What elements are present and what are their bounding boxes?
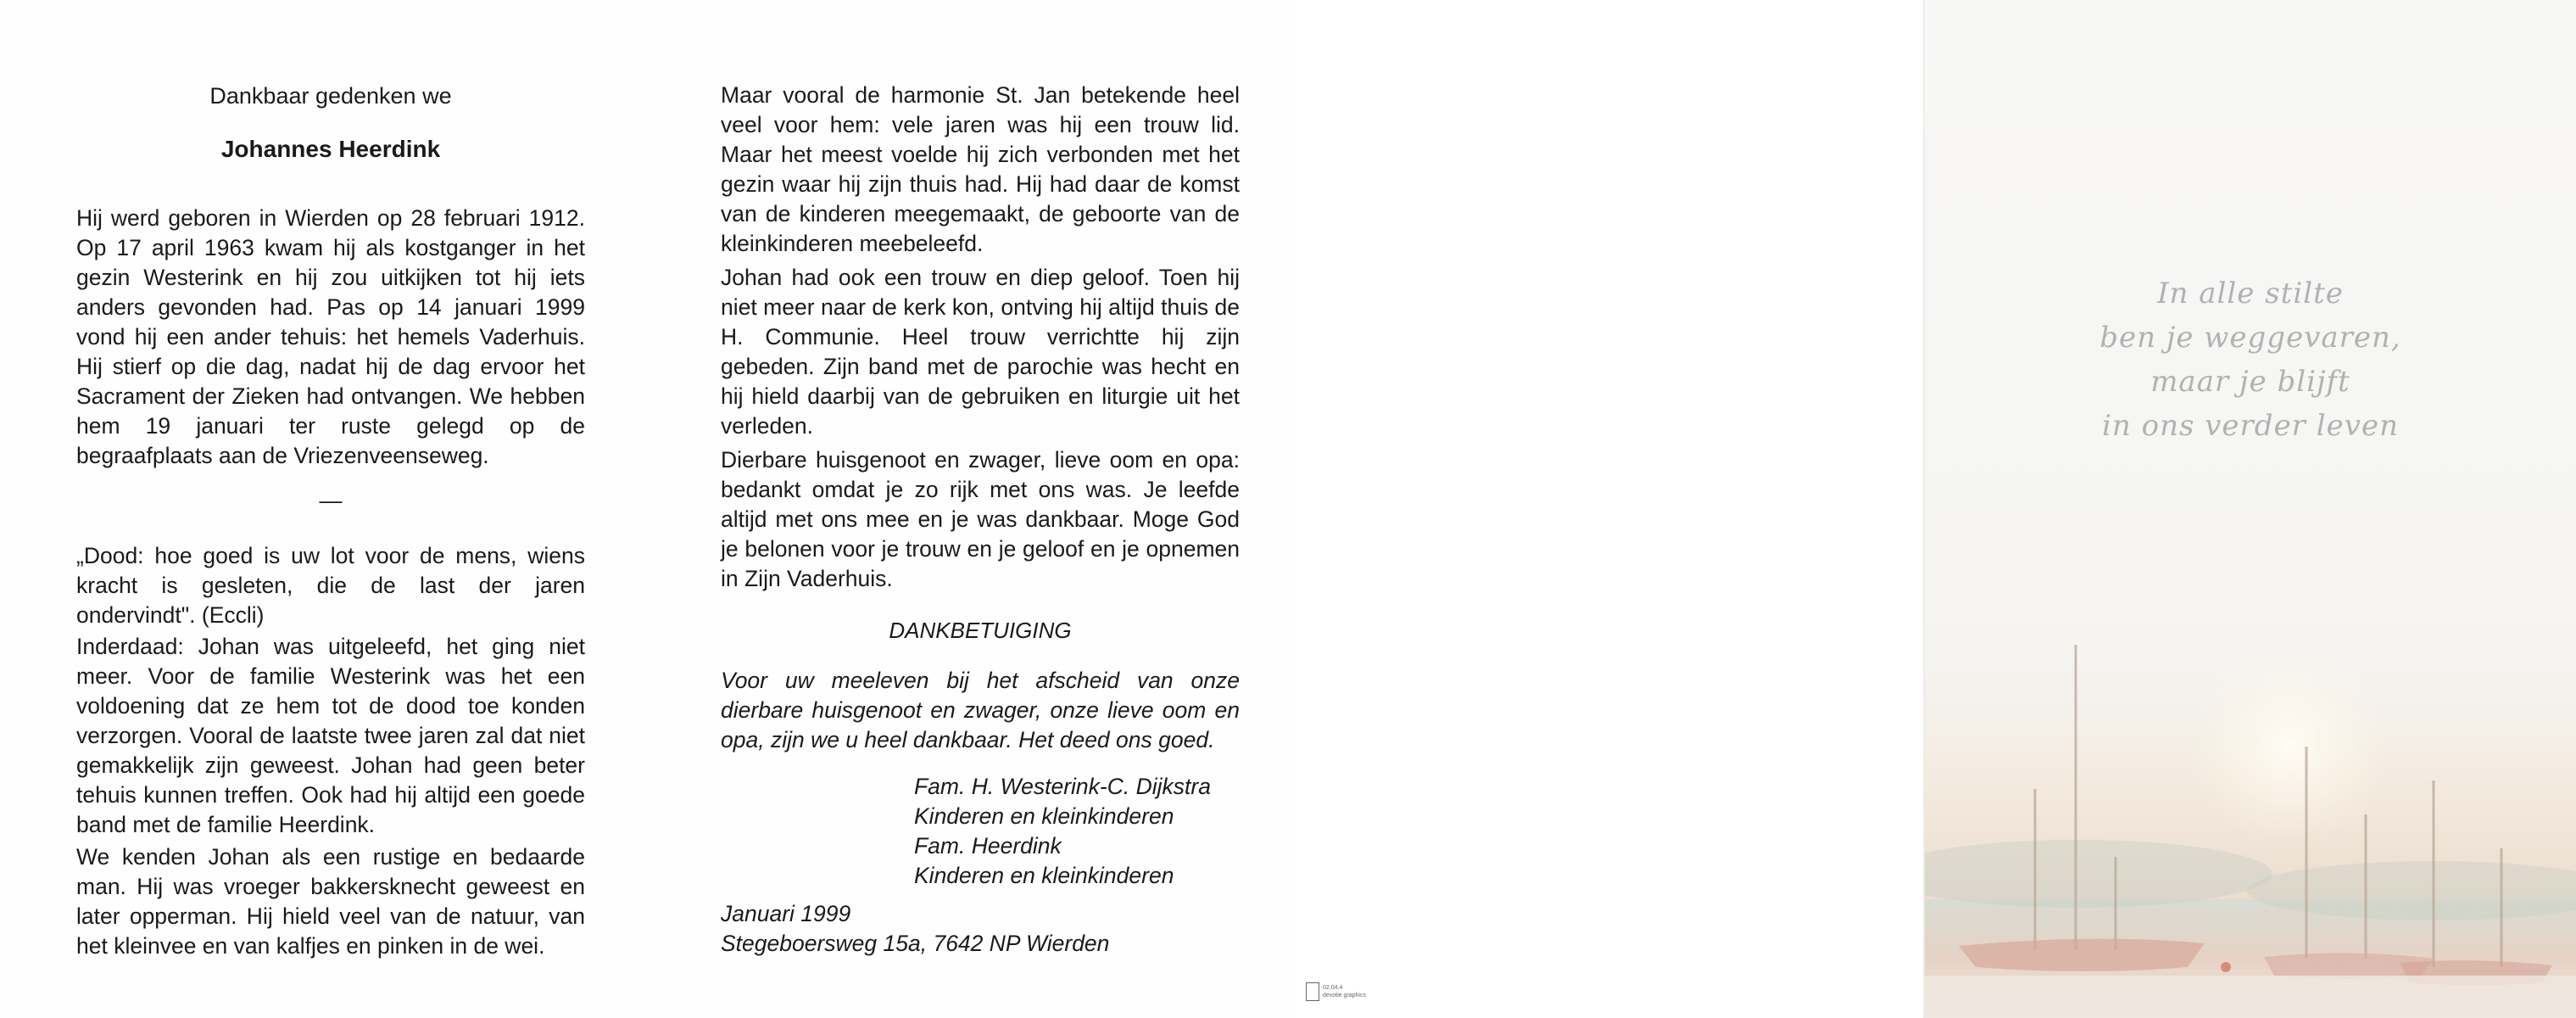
care-paragraph: Inderdaad: Johan was uitgeleefd, het ging niet meer. Voor de familie Westerink was het een voldoening dat ze hem tot de dood toe konden verzorgen. Vooral de laatste twee jaren zal dat niet gemakkelijk zijn geweest. Johan had geen beter tehuis kunnen treffen. Ook had hij altijd een goede band met de familie Heerdink. <box>76 634 585 837</box>
left-text-panel <box>0 0 653 1018</box>
printer-code: 02.04.4 <box>1323 985 1343 991</box>
biography-paragraph: Hij werd geboren in Wierden op 28 februari 1912. Op 17 april 1963 kwam hij als kostganger in het gezin Westerink en hij zou uitkijken tot hij iets anders gevonden had. Pas op 14 januari 1999 vond hij een ander tehuis: het hemels Vaderhuis. Hij stierf op die dag, nadat hij de dag ervoor het Sacrament der Zieken had ontvangen. We hebben hem 19 januari ter ruste gelegd op de begraafplaats aan de Vriezenveenseweg. <box>76 205 585 468</box>
thanks-paragraph: Voor uw meeleven bij het afscheid van onze dierbare huisgenoot en zwager, onze lieve oom en opa, zijn we u heel dankbaar. Het deed ons goed. <box>721 668 1240 752</box>
signer-line: Fam. Heerdink <box>914 833 1062 859</box>
date-address <box>721 899 1240 959</box>
printer-name: devotie graphics <box>1323 993 1366 998</box>
thanks-heading: DANKBETUIGING <box>889 618 1072 643</box>
address-line: Stegeboersweg 15a, 7642 NP Wierden <box>721 931 1110 956</box>
faith-paragraph: Johan had ook een trouw en diep geloof. Toen hij niet meer naar de kerk kon, ontving hij altijd thuis de H. Communie. Heel trouw verrichtte hij zijn gebeden. Zijn band met de parochie was hecht en hij hield daarbij van de gebruiken en liturgie uit het verleden. <box>721 265 1240 439</box>
date-line: Januari 1999 <box>721 901 851 926</box>
quote-paragraph: „Dood: hoe goed is uw lot voor de mens, wiens kracht is gesleten, die de last der jaren ondervindt". (Eccli) <box>76 543 585 628</box>
farewell-paragraph: Dierbare huisgenoot en zwager, lieve oom en opa: bedankt omdat je zo rijk met ons was. Je leefde altijd met ons mee en je was dankbaar. Moge God je belonen voor je trouw en je geloof en je opnemen in Zijn Vaderhuis. <box>721 447 1240 591</box>
poem-line: in ons verder leven <box>2102 409 2399 443</box>
signer-line: Fam. H. Westerink-C. Dijkstra <box>914 774 1211 799</box>
cover-panel <box>1925 0 2576 1018</box>
poem-line: maar je blijft <box>2150 365 2350 399</box>
intro-line: Dankbaar gedenken we <box>209 83 452 109</box>
character-paragraph: We kenden Johan als een rustige en bedaarde man. Hij was vroeger bakkersknecht geweest en later opperman. Hij hield veel van de natuur, van het kleinvee en van kalfjes en pinken in de wei. <box>76 844 585 959</box>
right-text-panel <box>653 0 1297 1018</box>
signers-list <box>914 772 1270 891</box>
blank-back-panel <box>1297 0 1925 1018</box>
poem-line: ben je weggevaren, <box>2099 321 2401 355</box>
harmony-paragraph: Maar vooral de harmonie St. Jan betekende heel veel voor hem: vele jaren was hij een trouw lid. Maar het meest voelde hij zich verbonden met het gezin waar hij zijn thuis had. Hij had daar de komst van de kinderen meegemaakt, de geboorte van de kleinkinderen meebeleefd. <box>721 82 1240 256</box>
deceased-name: Johannes Heerdink <box>220 136 441 162</box>
signer-line: Kinderen en kleinkinderen <box>914 803 1174 829</box>
signer-line: Kinderen en kleinkinderen <box>914 863 1174 888</box>
printer-mark <box>1306 982 1366 1001</box>
printer-logo-icon <box>1306 982 1319 1001</box>
divider: — <box>319 488 343 513</box>
sailboats-illustration <box>1925 0 2576 1018</box>
poem-line: In alle stilte <box>2157 277 2344 310</box>
